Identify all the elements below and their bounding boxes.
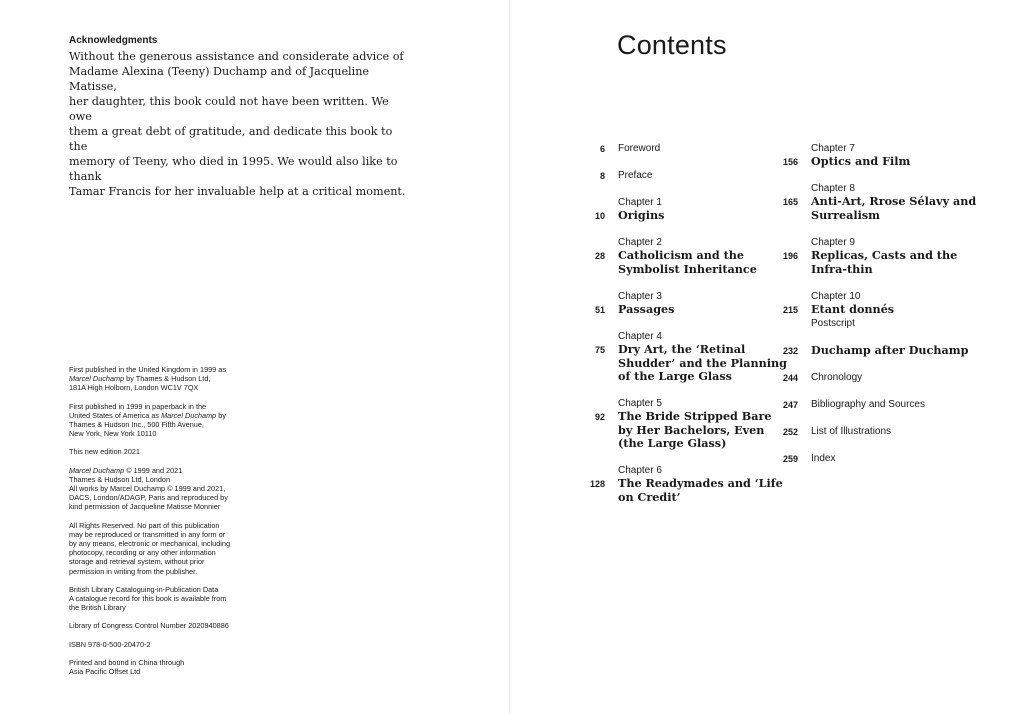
toc-chapter-label: Chapter 4	[618, 331, 662, 342]
toc-chapter-title	[811, 303, 894, 317]
imprint-line: by any means, electronic or mechanical, including	[69, 539, 231, 549]
imprint-british-library	[69, 585, 269, 613]
toc-page-number: 259	[782, 454, 798, 464]
toc-chapter-title	[618, 249, 757, 276]
toc-chapter-title	[618, 209, 664, 223]
toc-page-number: 10	[594, 211, 605, 221]
imprint-line: storage and retrieval system, without prior	[69, 557, 205, 567]
toc-page-number: 51	[594, 305, 605, 315]
toc-chapter-label: Chapter 3	[618, 291, 662, 302]
imprint-line: Asia Pacific Offset Ltd	[69, 667, 141, 677]
toc-title-line: Surrealism	[811, 207, 881, 222]
imprint-isbn: ISBN 978-0-500-20470-2	[69, 639, 151, 649]
toc-title-line: (the Large Glass)	[618, 436, 727, 450]
book-title-italic: Marcel Duchamp	[69, 374, 125, 384]
imprint-first-published-us	[69, 402, 269, 439]
book-title-italic: Marcel Duchamp	[161, 410, 217, 420]
toc-page-number: 128	[589, 479, 605, 489]
toc-title-line: Duchamp after Duchamp	[811, 343, 969, 357]
imprint-rights	[69, 521, 269, 576]
imprint-text: © 1999 and 2021	[124, 465, 183, 475]
toc-title-line: Passages	[618, 302, 675, 316]
imprint-line: Thames & Hudson Ltd, London	[69, 474, 171, 484]
toc-chapter-title	[618, 477, 783, 504]
toc-entry-label: Index	[811, 453, 836, 464]
imprint-line: First published in 1999 in paperback in the	[69, 401, 207, 411]
imprint-loc: Library of Congress Control Number 2020940886	[69, 621, 229, 631]
acknowledgments	[69, 34, 414, 199]
imprint-line: All works by Marcel Duchamp © 1999 and 2021,	[69, 484, 226, 494]
page-gutter	[509, 0, 511, 714]
acknowledgments-line: Without the generous assistance and considerate advice of	[69, 50, 404, 63]
toc-title-line: Catholicism and the	[618, 248, 745, 262]
toc-title-line: by Her Bachelors, Even	[618, 422, 765, 437]
acknowledgments-line: memory of Teeny, who died in 1995. We would also like to thank	[69, 155, 398, 183]
imprint-line: British Library Cataloguing-in-Publication Data	[69, 584, 219, 594]
toc-chapter-label: Chapter 10	[811, 291, 861, 302]
imprint-line: kind permission of Jacqueline Matisse Monnier	[69, 502, 221, 512]
toc-chapter-label: Chapter 5	[618, 398, 662, 409]
toc-title-line: Optics and Film	[811, 154, 911, 168]
toc-chapter-title	[618, 343, 787, 384]
imprint-line	[69, 466, 269, 475]
toc-page-number: 232	[782, 346, 798, 356]
imprint-text: by	[216, 410, 226, 420]
imprint-line: may be reproduced or transmitted in any form or	[69, 529, 226, 539]
imprint-text: United States of America as	[69, 410, 162, 420]
toc-title-line: on Credit’	[618, 489, 681, 504]
imprint-line: A catalogue record for this book is available from	[69, 594, 227, 604]
imprint-line: New York, New York 10110	[69, 429, 157, 439]
toc-chapter-label: Chapter 8	[811, 183, 855, 194]
toc-title-line: Anti-Art, Rrose Sélavy and	[811, 194, 977, 208]
toc-page-number: 6	[599, 144, 605, 154]
toc-page-number: 244	[782, 373, 798, 383]
toc-page-number: 8	[599, 171, 605, 181]
toc-page-number: 247	[782, 400, 798, 410]
toc-title-line: Infra-thin	[811, 261, 873, 276]
toc-title-line: The Bride Stripped Bare	[618, 409, 772, 423]
toc-chapter-label: Chapter 6	[618, 465, 662, 476]
imprint-text: by Thames & Hudson Ltd,	[124, 374, 211, 384]
toc-chapter-label: Chapter 9	[811, 237, 855, 248]
toc-chapter-label: Chapter 1	[618, 197, 662, 208]
toc-entry-label: Preface	[618, 170, 653, 181]
toc-title-line: Replicas, Casts and the	[811, 248, 958, 262]
imprint-line: Thames & Hudson Inc., 500 Fifth Avenue,	[69, 420, 204, 430]
toc-page-number: 215	[782, 305, 798, 315]
toc-chapter-label: Chapter 7	[811, 143, 855, 154]
toc-title-line: The Readymades and ‘Life	[618, 476, 783, 490]
toc-page-number: 28	[594, 251, 605, 261]
imprint	[69, 365, 269, 685]
imprint-line: 181A High Holborn, London WC1V 7QX	[69, 383, 199, 393]
toc-chapter-title	[811, 344, 968, 358]
toc-title-line: Etant donnés	[811, 302, 895, 316]
toc-chapter-title	[811, 155, 910, 169]
toc-title-line: Dry Art, the ‘Retinal	[618, 342, 746, 356]
imprint-printed	[69, 658, 269, 676]
toc-entry-label: Foreword	[618, 143, 661, 154]
contents-title: Contents	[617, 30, 727, 60]
acknowledgments-line: them a great debt of gratitude, and dedicate this book to the	[69, 125, 393, 153]
imprint-first-published-uk	[69, 365, 269, 393]
toc-chapter-title	[618, 303, 674, 317]
imprint-line: permission in writing from the publisher.	[69, 566, 198, 576]
acknowledgments-line: Madame Alexina (Teeny) Duchamp and of Jacqueline Matisse,	[69, 65, 370, 93]
toc-page-number: 196	[782, 251, 798, 261]
toc-entry-label: List of Illustrations	[811, 426, 892, 437]
book-title-italic: Marcel Duchamp	[69, 465, 125, 475]
acknowledgments-text	[69, 49, 414, 199]
imprint-line: All Rights Reserved. No part of this publication	[69, 520, 220, 530]
imprint-line: DACS, London/ADAGP, Paris and reproduced by	[69, 493, 228, 503]
toc-page-number: 252	[782, 427, 798, 437]
toc-page-number: 75	[594, 345, 605, 355]
imprint-line	[69, 374, 269, 383]
toc-title-line: of the Large Glass	[618, 369, 732, 383]
toc-chapter-title	[811, 249, 957, 276]
toc-page-number: 156	[782, 157, 798, 167]
toc-chapter-label: Chapter 2	[618, 237, 662, 248]
acknowledgments-line: Tamar Francis for her invaluable help at a critical moment.	[69, 185, 406, 198]
toc-title-line: Shudder’ and the Planning	[618, 355, 788, 370]
toc-subtitle: Postscript	[811, 318, 855, 329]
toc-title-line: Origins	[618, 208, 665, 222]
toc-entry-label: Chronology	[811, 372, 863, 383]
imprint-new-edition: This new edition 2021	[69, 447, 140, 457]
imprint-copyright	[69, 466, 269, 512]
toc-page-number: 165	[782, 197, 798, 207]
imprint-line: the British Library	[69, 603, 126, 613]
toc-chapter-title	[618, 410, 772, 451]
imprint-line: photocopy, recording or any other information	[69, 548, 216, 558]
imprint-line: Printed and bound in China through	[69, 657, 185, 667]
toc-chapter-title	[811, 195, 976, 222]
imprint-line	[69, 411, 269, 420]
toc-entry-label: Bibliography and Sources	[811, 399, 925, 410]
toc-page-number: 92	[594, 412, 605, 422]
imprint-line: First published in the United Kingdom in 1999 as	[69, 365, 226, 374]
toc-title-line: Symbolist Inheritance	[618, 261, 757, 276]
acknowledgments-heading: Acknowledgments	[69, 35, 158, 46]
acknowledgments-line: her daughter, this book could not have been written. We owe	[69, 95, 389, 123]
